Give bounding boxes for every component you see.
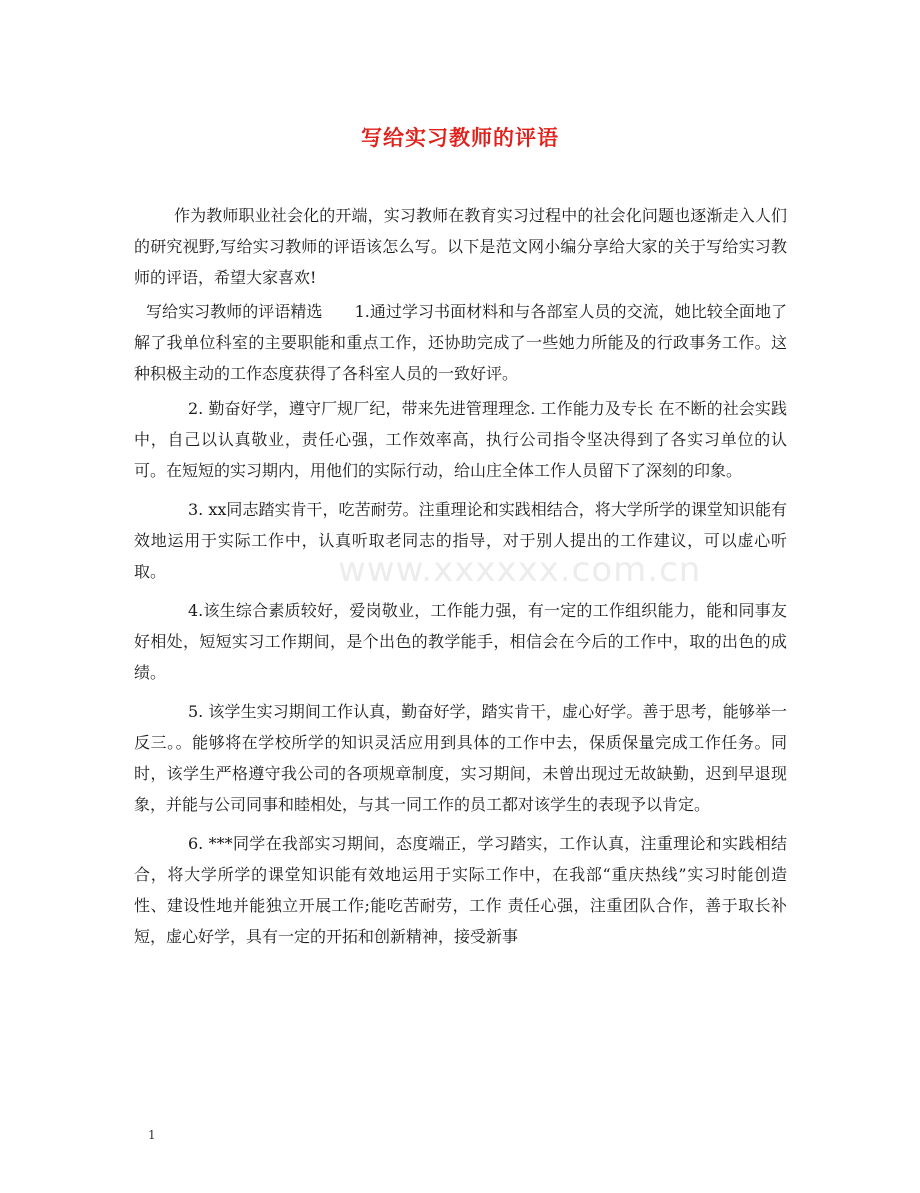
paragraph-item-4: 4.该生综合素质较好，爱岗敬业，工作能力强，有一定的工作组织能力，能和同事友好相处，短短实习工作期间，是个出色的教学能手，相信会在今后的工作中，取的出色的成绩。 (134, 601, 787, 682)
document-title: 写给实习教师的评语 (361, 125, 559, 150)
paragraph-item-1: 写给实习教师的评语精选 1.通过学习书面材料和与各部室人员的交流，她比较全面地了解了我单位科室的主要职能和重点工作，还协助完成了一些她力所能及的行政事务工作。这种积极主动的工作态度获得了各科室人员的一致好评。 (134, 302, 787, 383)
paragraph-item-6: 6. ***同学在我部实习期间，态度端正，学习踏实，工作认真，注重理论和实践相结合，将大学所学的课堂知识能有效地运用于实际工作中，在我部“重庆热线”实习时能创造性、建设性地并能独立开展工作;能吃苦耐劳，工作 责任心强，注重团队合作，善于取长补短，虚心好学，具有一定的开拓和创新精神，接受新事 (134, 834, 787, 946)
paragraph-item-5: 5. 该学生实习期间工作认真，勤奋好学，踏实肯干，虚心好学。善于思考，能够举一反三。。能够将在学校所学的知识灵活应用到具体的工作中去，保质保量完成工作任务。同时，该学生严格遵守我公司的各项规章制度，实习期间，未曾出现过无故缺勤，迟到早退现象，并能与公司同事和睦相处，与其一同工作的员工都对该学生的表现予以肯定。 (134, 702, 787, 814)
page-number: 1 (148, 1128, 156, 1142)
watermark: www.xxxxxx.com.cn (338, 550, 702, 590)
document-body (134, 200, 787, 960)
paragraph-item-3: 3. xx同志踏实肯干，吃苦耐劳。注重理论和实践相结合，将大学所学的课堂知识能有效地运用于实际工作中，认真听取老同志的指导，对于别人提出的工作建议，可以虚心听取。 (134, 500, 787, 581)
intro-paragraph: 作为教师职业社会化的开端，实习教师在教育实习过程中的社会化问题也逐渐走入人们的研究视野,写给实习教师的评语该怎么写。以下是范文网小编分享给大家的关于写给实习教师的评语，希望大家喜欢! (134, 206, 787, 287)
paragraph-item-2: 2. 勤奋好学，遵守厂规厂纪，带来先进管理理念. 工作能力及专长 在不断的社会实践中，自己以认真敬业，责任心强，工作效率高，执行公司指令坚决得到了各实习单位的认可。在短短的实习期内，用他们的实际行动，给山庄全体工作人员留下了深刻的印象。 (134, 399, 787, 480)
